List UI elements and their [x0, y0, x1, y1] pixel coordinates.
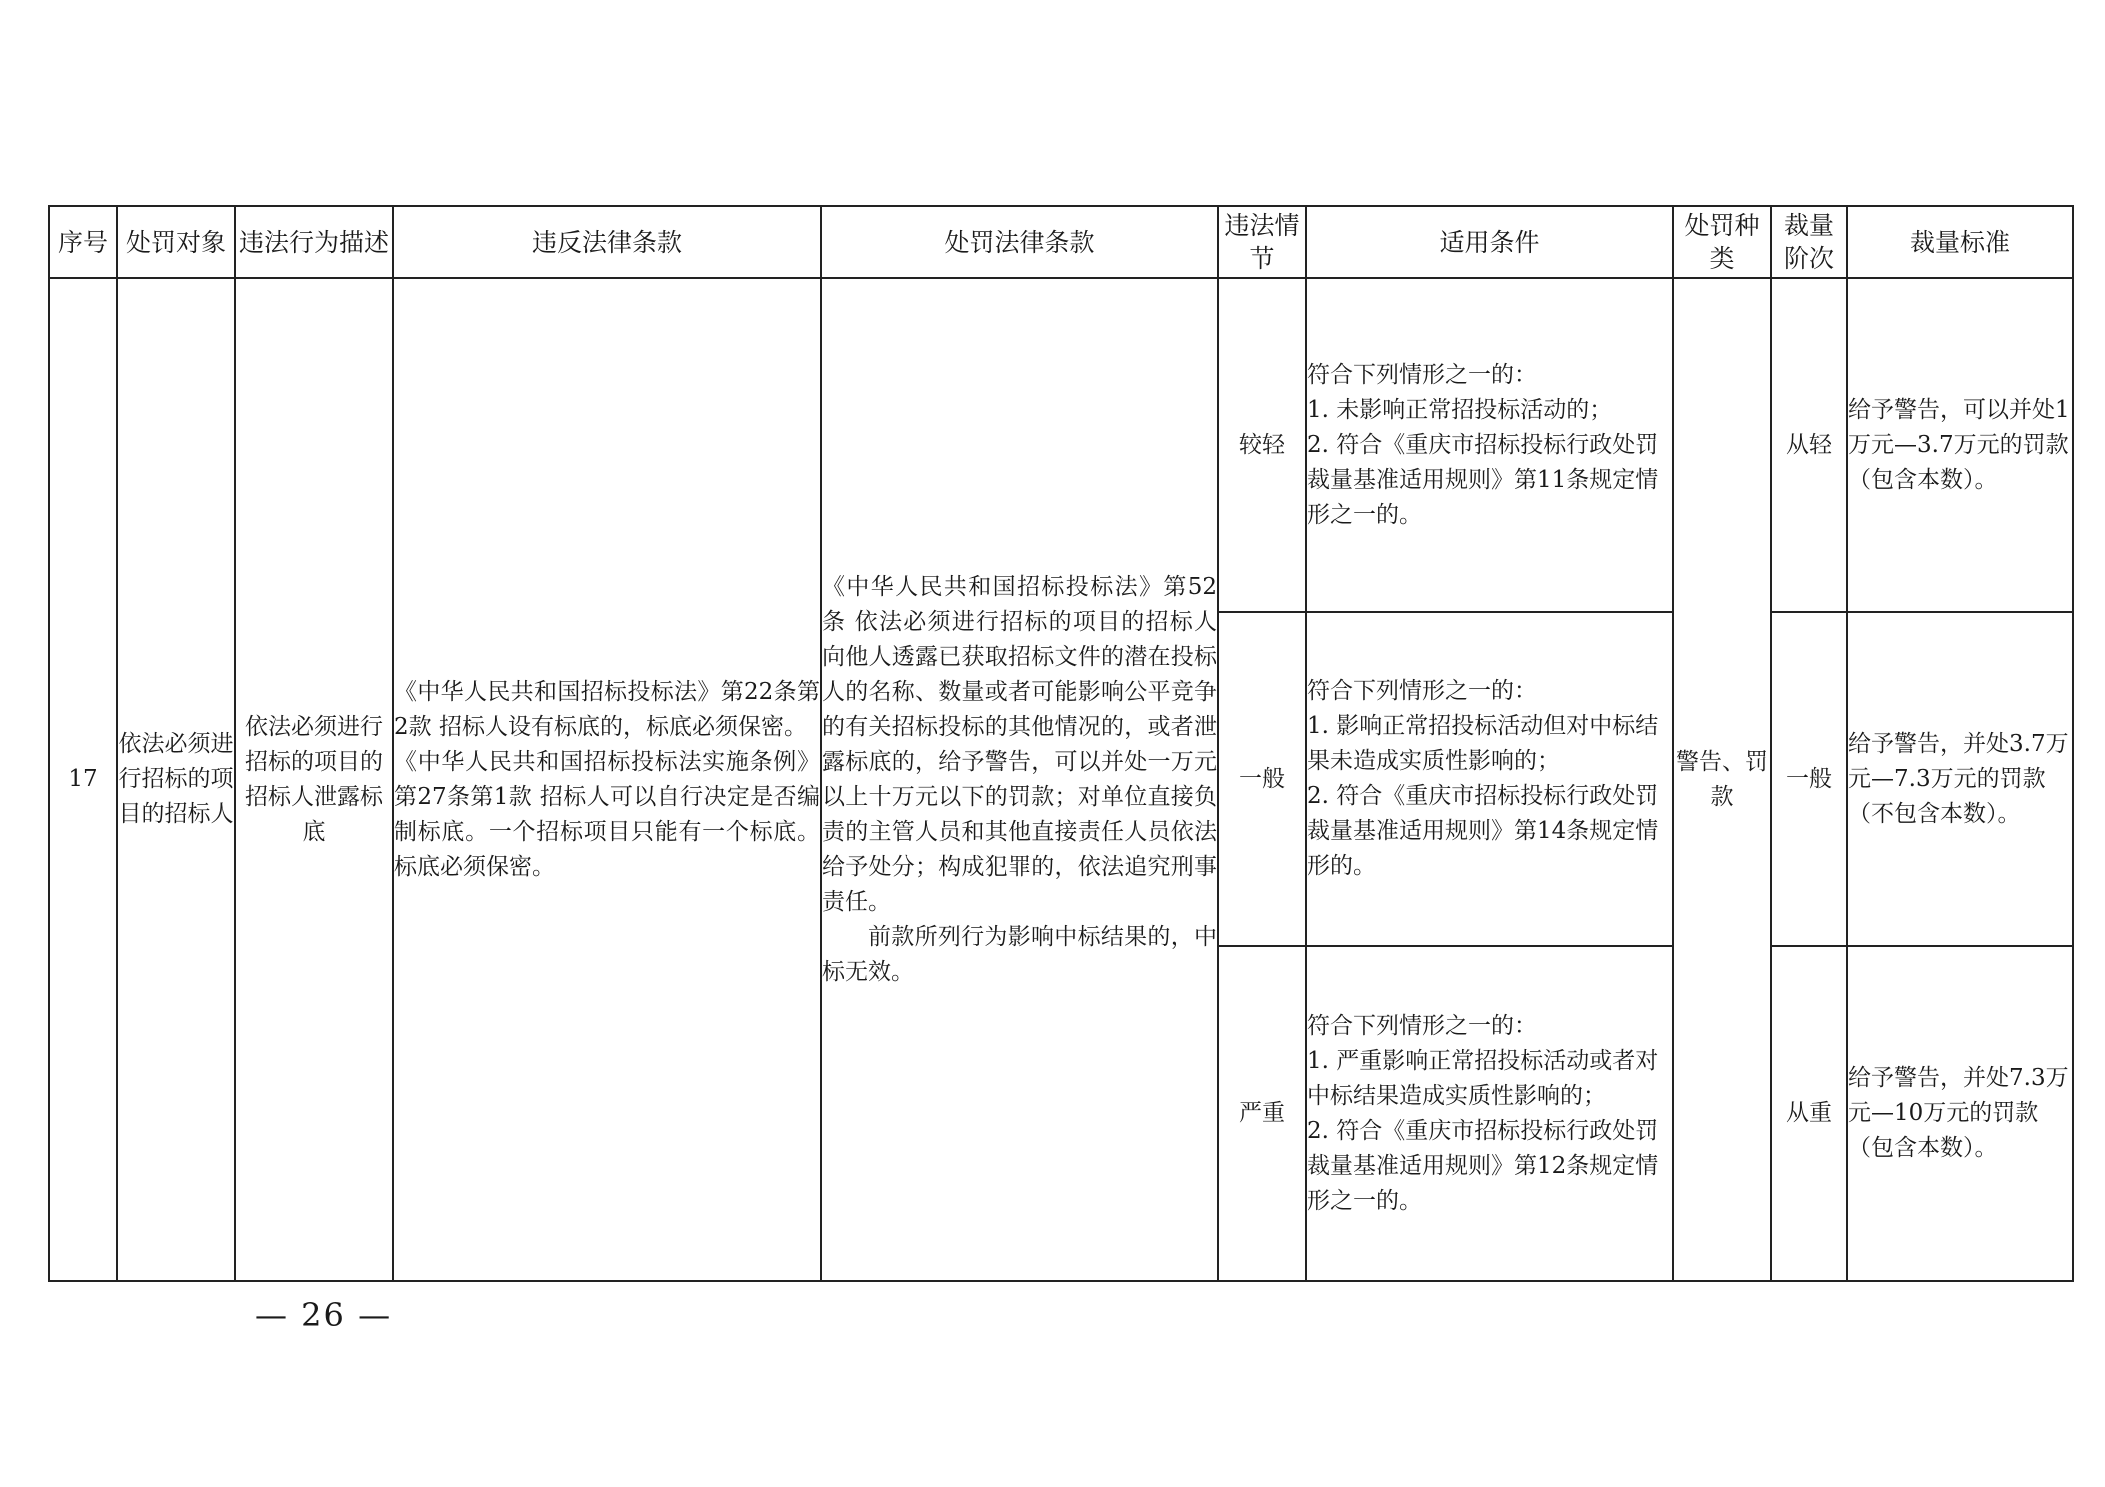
violated-law-text: 《中华人民共和国招标投标法实施条例》第27条第1款 招标人可以自行决定是否编制标底。一个招标项目只能有一个标底。标底必须保密。 — [394, 748, 820, 880]
condition-line: 符合下列情形之一的： — [1307, 361, 1537, 388]
condition-line: 1. 影响正常招投标活动但对中标结果未造成实质性影响的； — [1307, 713, 1659, 774]
condition-line: 2. 符合《重庆市招标投标行政处罚裁量基准适用规则》第14条规定情形的。 — [1307, 783, 1659, 879]
header-condition: 适用条件 — [1306, 206, 1673, 278]
condition-line: 1. 未影响正常招投标活动的； — [1307, 396, 1613, 423]
violated-law-text: 《中华人民共和国招标投标法》第22条第2款 招标人设有标底的，标底必须保密。 — [394, 678, 820, 740]
standard-cell: 给予警告，可以并处1万元—3.7万元的罚款（包含本数）。 — [1847, 278, 2073, 612]
penalty-discretion-table — [48, 205, 2074, 1282]
header-level: 裁量阶次 — [1771, 206, 1847, 278]
penalty-law-cell — [821, 278, 1218, 1281]
desc-cell: 依法必须进行招标的项目的招标人泄露标底 — [235, 278, 393, 1281]
header-target: 处罚对象 — [117, 206, 235, 278]
condition-line: 符合下列情形之一的： — [1307, 1012, 1537, 1039]
header-penalty-law: 处罚法律条款 — [821, 206, 1218, 278]
standard-cell: 给予警告，并处3.7万元—7.3万元的罚款（不包含本数）。 — [1847, 612, 2073, 946]
condition-line: 1. 严重影响正常招投标活动或者对中标结果造成实质性影响的； — [1307, 1047, 1659, 1109]
header-standard: 裁量标准 — [1847, 206, 2073, 278]
header-desc: 违法行为描述 — [235, 206, 393, 278]
level-cell: 从重 — [1771, 946, 1847, 1281]
level-cell: 一般 — [1771, 612, 1847, 946]
header-seq: 序号 — [49, 206, 117, 278]
table-row — [49, 278, 2073, 612]
circumstance-cell: 一般 — [1218, 612, 1306, 946]
header-violated: 违反法律条款 — [393, 206, 821, 278]
violated-law-cell — [393, 278, 821, 1281]
condition-cell — [1306, 278, 1673, 612]
header-circumstance: 违法情节 — [1218, 206, 1306, 278]
penalty-type-cell: 警告、罚款 — [1673, 278, 1771, 1281]
condition-line: 2. 符合《重庆市招标投标行政处罚裁量基准适用规则》第11条规定情形之一的。 — [1307, 431, 1659, 528]
circumstance-cell: 较轻 — [1218, 278, 1306, 612]
header-penalty-type: 处罚种类 — [1673, 206, 1771, 278]
penalty-law-text: 《中华人民共和国招标投标法》第52条 依法必须进行招标的项目的招标人向他人透露已获取招标文件的潜在投标人的名称、数量或者可能影响公平竞争的有关招标投标的其他情况的，或者泄露标底的，给予警告，可以并处一万元以上十万元以下的罚款；对单位直接负责的主管人员和其他直接责任人员依法给予处分；构成犯罪的，依法追究刑事责任。 — [822, 573, 1217, 915]
circumstance-cell: 严重 — [1218, 946, 1306, 1281]
penalty-law-text: 前款所列行为影响中标结果的，中标无效。 — [822, 923, 1217, 985]
condition-line: 2. 符合《重庆市招标投标行政处罚裁量基准适用规则》第12条规定情形之一的。 — [1307, 1117, 1659, 1214]
condition-line: 符合下列情形之一的： — [1307, 678, 1537, 704]
seq-cell: 17 — [49, 278, 117, 1281]
level-cell: 从轻 — [1771, 278, 1847, 612]
header-row — [49, 206, 2073, 278]
standard-cell: 给予警告，并处7.3万元—10万元的罚款（包含本数）。 — [1847, 946, 2073, 1281]
condition-cell — [1306, 612, 1673, 946]
target-cell: 依法必须进行招标的项目的招标人 — [117, 278, 235, 1281]
condition-cell — [1306, 946, 1673, 1281]
page-number: — 26 — — [255, 1296, 393, 1334]
